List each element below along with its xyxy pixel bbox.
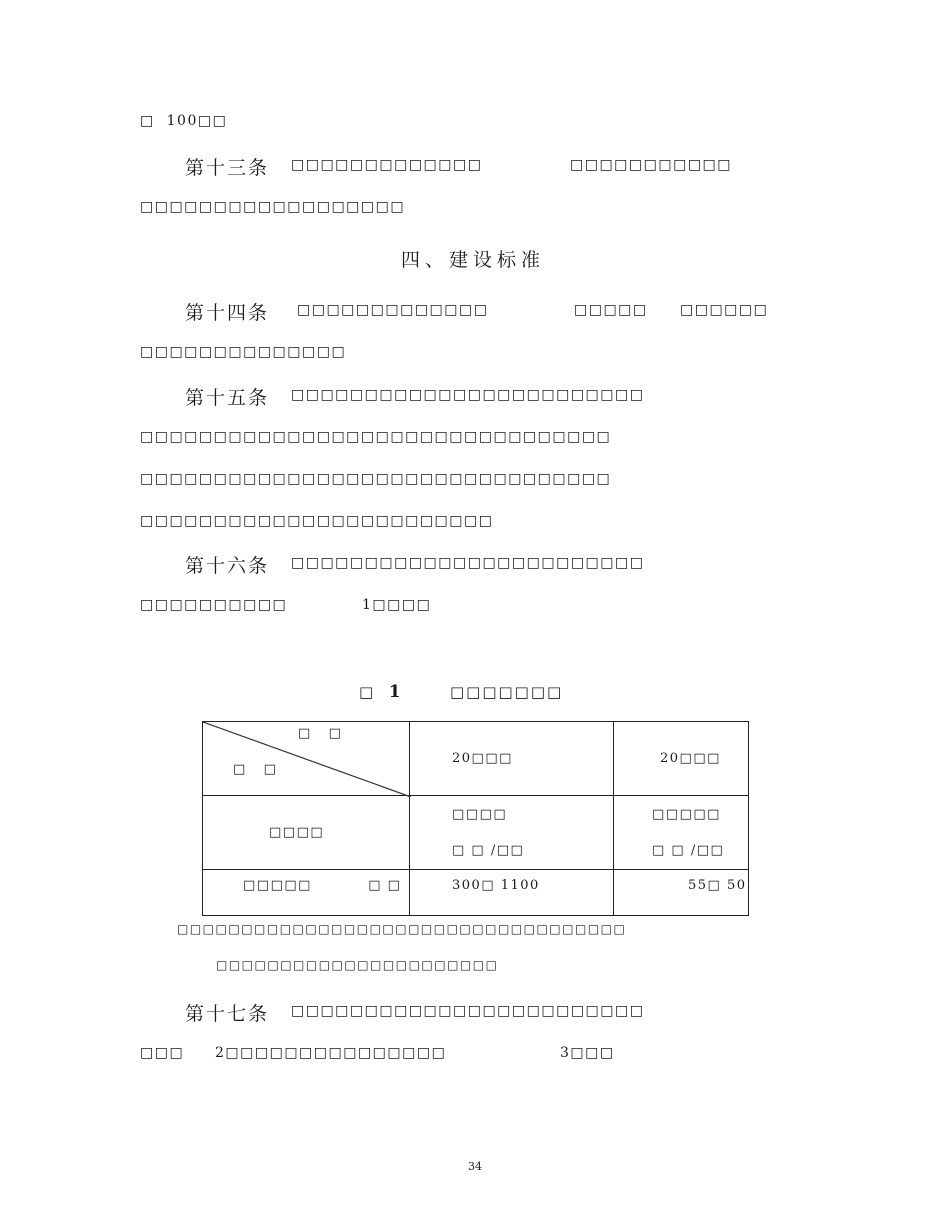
table-row1-col1-line2: □ □ /□□ — [452, 842, 525, 858]
article-16-title: 第十六条 — [185, 555, 270, 577]
article-16-continuation-2: 1□□□□ — [362, 597, 432, 613]
table-row1-col1 — [410, 796, 614, 870]
table-row1-col2-line1: □□□□□ — [652, 806, 721, 822]
article-13-title: 第十三条 — [185, 157, 270, 179]
article-13-text: □□□□□□□□□□□□□ — [291, 157, 483, 173]
article-14-text: □□□□□□□□□□□□□ — [297, 302, 489, 318]
text-line-top: □ 100□□ — [140, 113, 228, 129]
article-14-text-3: □□□□□□ — [680, 302, 769, 318]
table-caption-title: □□□□□□□ — [449, 683, 564, 701]
table-caption-prefix: □ — [359, 683, 376, 701]
table-col1-header: 20□□□ — [410, 722, 614, 796]
section-heading: 四、建设标准 — [401, 249, 546, 271]
table-row — [203, 870, 749, 916]
article-17-continuation-2: 2□□□□□□□□□□□□□□□ — [215, 1045, 447, 1061]
table-1 — [202, 721, 749, 916]
table-header-diagonal-cell — [203, 722, 410, 796]
article-17-continuation-3: 3□□□ — [560, 1045, 615, 1061]
table-caption-number: 1 — [388, 682, 403, 702]
table-row1-label: □□□□ — [203, 796, 410, 870]
article-16-text: □□□□□□□□□□□□□□□□□□□□□□□□ — [291, 555, 645, 571]
article-15-title: 第十五条 — [185, 387, 270, 409]
table-row — [203, 796, 749, 870]
table-row2-label — [203, 870, 410, 916]
article-14-continuation: □□□□□□□□□□□□□□ — [140, 344, 347, 360]
article-14-title: 第十四条 — [185, 302, 270, 324]
table-row1-col1-line1: □□□□ — [452, 806, 508, 822]
table-note-1: □□□□□□□□□□□□□□□□□□□□□□□□□□□□□□□□□□□ — [177, 922, 627, 936]
article-13-continuation: □□□□□□□□□□□□□□□□□□ — [140, 199, 406, 215]
table-header-bottom-label: □ □ — [233, 762, 278, 777]
article-17-continuation: □□□ — [140, 1045, 185, 1061]
table-row1-col2 — [614, 796, 749, 870]
article-15-line-3: □□□□□□□□□□□□□□□□□□□□□□□□□□□□□□□□ — [140, 471, 612, 487]
table-row2-label-a: □□□□□ — [243, 878, 312, 893]
article-17-text: □□□□□□□□□□□□□□□□□□□□□□□□ — [291, 1003, 645, 1019]
table-col2-header: 20□□□ — [614, 722, 749, 796]
table-row2-label-b: □ □ — [368, 878, 402, 893]
article-17-title: 第十七条 — [185, 1003, 270, 1025]
article-14-text-2: □□□□□ — [574, 302, 648, 318]
article-15-line-4: □□□□□□□□□□□□□□□□□□□□□□□□ — [140, 513, 494, 529]
table-row2-col2: 55□ 50 — [614, 870, 749, 916]
table-caption — [359, 682, 563, 702]
article-13-text-2: □□□□□□□□□□□ — [570, 157, 733, 173]
table-row1-col2-line2: □ □ /□□ — [652, 842, 725, 858]
table-note-2: □□□□□□□□□□□□□□□□□□□□□□ — [216, 958, 499, 972]
table-row-header — [203, 722, 749, 796]
article-15-line-2: □□□□□□□□□□□□□□□□□□□□□□□□□□□□□□□□ — [140, 429, 612, 445]
article-15-text: □□□□□□□□□□□□□□□□□□□□□□□□ — [291, 387, 645, 403]
table-row2-col1: 300□ 1100 — [410, 870, 614, 916]
table-header-top-label: □ □ — [298, 726, 343, 741]
article-16-continuation: □□□□□□□□□□ — [140, 597, 288, 613]
page-number: 34 — [468, 1160, 482, 1173]
